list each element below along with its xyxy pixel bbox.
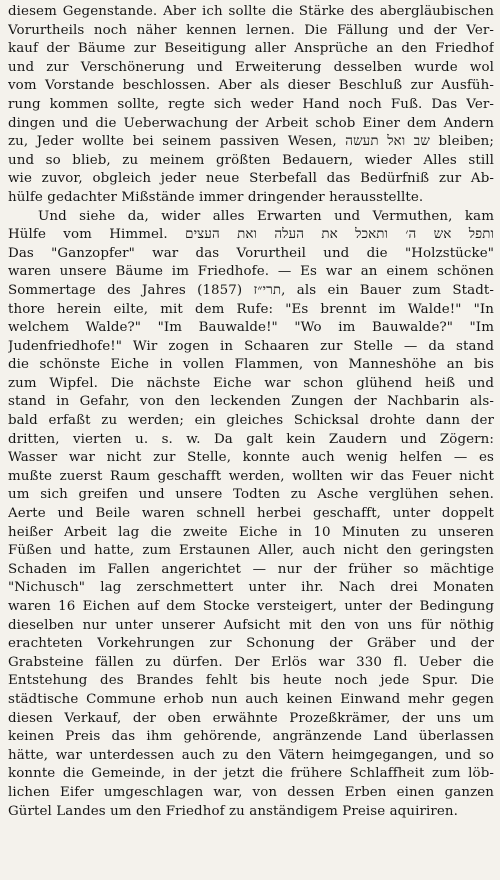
text-line: waren 16 Eichen auf dem Stocke versteigert, unter der Bedingung — [8, 599, 494, 614]
text-line: lichen Eifer umgeschlagen war, von dessen Erben einen ganzen — [8, 784, 494, 800]
text-line: die schönste Eiche in vollen Flammen, von Manneshöhe an bis — [8, 357, 494, 373]
text-line: Sommertage des Jahres תרי״ז (1857), als ein Bauer zum Stadt- — [8, 282, 494, 298]
text-line: Vorurtheils noch näher kennen lernen. Die Fällung und der Ver- — [8, 22, 494, 38]
text-line: dieselben nur unter unserer Aufsicht mit den von uns für nöthig — [8, 617, 494, 633]
text-line: thore herein eilte, mit dem Rufe: "Es brennt im Walde!" "In — [8, 301, 494, 317]
paragraph-1 — [8, 3, 494, 208]
text-line: städtische Commune erhob nun auch keinen Einwand mehr gegen — [8, 691, 494, 707]
text-line: Entstehung des Brandes fehlt bis heute noch jede Spur. Die — [8, 673, 494, 689]
text-line: und zur Verschönerung und Erweiterung desselben wurde wol — [8, 59, 494, 75]
text-line: dingen und die Ueberwachung der Arbeit schob Einer dem Andern — [8, 115, 494, 131]
text-line: zu, Jeder wollte bei seinem passiven Wesen, שב ואל תעשה bleiben; — [8, 134, 494, 150]
text-line: Schaden im Fallen angerichtet — nur der früher so mächtige — [8, 561, 494, 577]
text-line: erachteten Vorkehrungen zur Schonung der Gräber und der — [8, 636, 494, 652]
text-line: diesen Verkauf, der oben erwähnte Prozeßkrämer, der uns um — [8, 710, 494, 726]
text-line: rung kommen sollte, regte sich weder Hand noch Fuß. Das Ver- — [8, 96, 494, 112]
text-line: hätte, war unterdessen auch zu den Vätern heimgegangen, und so — [8, 747, 494, 763]
text-line: Hülfe vom Himmel. ותפל אש ה׳ ותאכל את העלה ואת העצים — [8, 227, 494, 243]
text-line: Gürtel Landes um den Friedhof zu anständigem Preise aquiriren. — [8, 803, 458, 819]
text-line: wie zuvor, obgleich jeder neue Sterbefall das Bedürfniß zur Ab- — [8, 171, 494, 187]
text-line: Das "Ganzopfer" war das Vorurtheil und die "Holzstücke" — [8, 245, 494, 261]
paragraph-2 — [8, 208, 494, 822]
text-line: diesem Gegenstande. Aber ich sollte die Stärke des abergläubischen — [8, 4, 494, 19]
text-line: und so blieb, zu meinem größten Bedauern, wieder Alles still — [8, 152, 494, 168]
text-line: heißer Arbeit lag die zweite Eiche in 10 Minuten zu unseren — [8, 524, 494, 540]
text-line: Grabsteine fällen zu dürfen. Der Erlös war 330 fl. Ueber die — [8, 654, 494, 670]
text-line: konnte die Gemeinde, in der jetzt die frühere Schlaffheit zum löb- — [8, 766, 494, 782]
text-line: "Nichusch" lag zerschmettert unter ihr. Nach drei Monaten — [8, 580, 494, 596]
text-line: bald erfaßt zu werden; ein gleiches Schicksal drohte dann der — [8, 413, 494, 429]
text-line: Aerte und Beile waren schnell herbei geschafft, unter doppelt — [8, 506, 494, 522]
text-line: stand in Gefahr, von den leckenden Zungen der Nachbarin als- — [8, 394, 494, 410]
text-line: kauf der Bäume zur Beseitigung aller Ansprüche an den Friedhof — [8, 41, 494, 57]
text-line: keinen Preis das ihm gehörende, angränzende Land überlassen — [8, 729, 494, 745]
text-line: Und siehe da, wider alles Erwarten und Vermuthen, kam — [38, 208, 494, 224]
text-line: Füßen und hatte, zum Erstaunen Aller, auch nicht den geringsten — [8, 543, 494, 559]
text-line: Judenfriedhofe!" Wir zogen in Schaaren zur Stelle — da stand — [8, 338, 494, 354]
text-line: zum Wipfel. Die nächste Eiche war schon glühend heiß und — [8, 375, 494, 391]
text-line: welchem Walde?" "Im Bauwalde!" "Wo im Bauwalde?" "Im — [8, 320, 494, 336]
text-line: hülfe gedachter Mißstände immer dringender herausstellte. — [8, 189, 424, 205]
text-line: mußte zuerst Raum geschafft werden, wollten wir das Feuer nicht — [8, 468, 494, 484]
text-line: Wasser war nicht zur Stelle, konnte auch wenig helfen — es — [8, 450, 494, 466]
text-line: waren unsere Bäume im Friedhofe. — Es war an einem schönen — [8, 264, 494, 280]
text-line: dritten, vierten u. s. w. Da galt kein Zaudern und Zögern: — [8, 431, 494, 447]
text-line: um sich greifen und unsere Todten zu Asche verglühen sehen. — [8, 487, 494, 503]
text-line: vom Vorstande beschlossen. Aber als dieser Beschluß zur Ausfüh- — [8, 78, 494, 94]
